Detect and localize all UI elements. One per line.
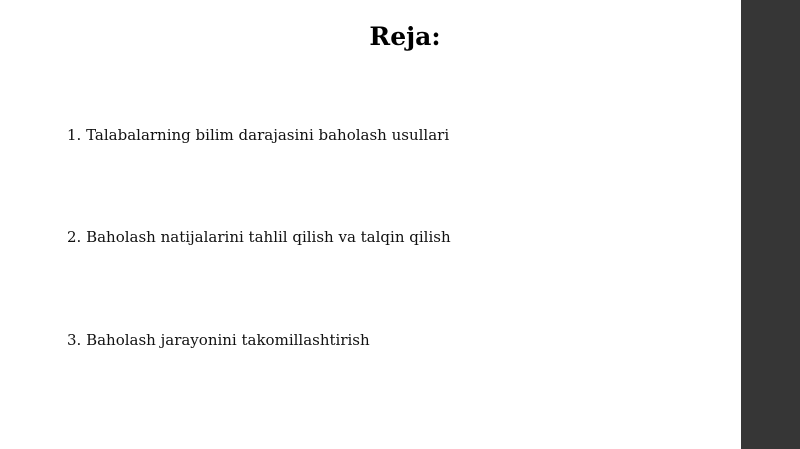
plan-item-3: 3. Baholash jarayonini takomillashtirish <box>67 331 370 349</box>
slide-title: Reja: <box>369 22 441 51</box>
side-panel <box>741 0 800 449</box>
plan-item-1: 1. Talabalarning bilim darajasini baholash usullari <box>67 126 450 144</box>
plan-item-2: 2. Baholash natijalarini tahlil qilish va talqin qilish <box>67 228 451 246</box>
